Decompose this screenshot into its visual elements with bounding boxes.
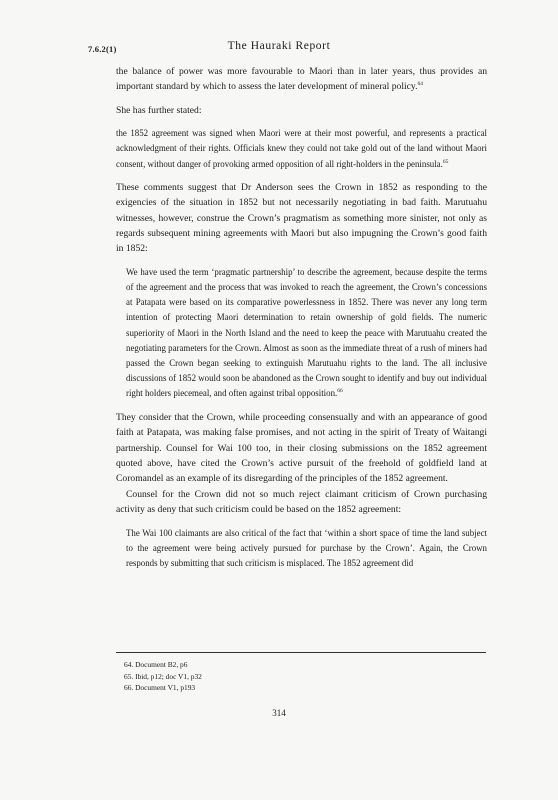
footnotes <box>124 659 484 694</box>
footnote: 66. Document V1, p193 <box>124 683 196 693</box>
quote-text <box>116 126 487 172</box>
quote-content: the 1852 agreement was signed when Maori were at their most powerful, and represents a practical acknowledgment of their rights. Officials knew they could not take gold out of the land without Maori consent, without danger of provoking armed opposition of all right-holders in the peninsula. <box>116 128 487 169</box>
footnote: 65. Ibid, p12; doc V1, p32 <box>124 671 202 681</box>
block-quote <box>116 265 487 402</box>
paragraph: She has further stated: <box>116 104 202 116</box>
block-quote <box>116 526 487 572</box>
paragraph: These comments suggest that Dr Anderson sees the Crown in 1852 as responding to the exigencies of the situation in 1852 but not necessarily negotiating in bad faith. Marutuahu witnesses, however, construe the Crown’s pragmatism as something more sinister, not only as regards subsequent mining agreements with Maori but also impugning the Crown’s good faith in 1852: <box>116 181 487 255</box>
quote-text <box>116 265 487 402</box>
footnote: 64. Document B2, p6 <box>124 660 188 669</box>
footnote-divider <box>116 652 486 653</box>
paragraph: Counsel for the Crown did not so much reject claimant criticism of Crown purchasing activity as deny that such criticism could be based on the 1852 agreement: <box>116 488 487 516</box>
quote-content: We have used the term ‘pragmatic partnership’ to describe the agreement, because despite the terms of the agreement and the process that was invoked to reach the agreement, the Crown’s concessions at Patapata were based on its comparative powerlessness in 1852. There was never any long term intention of protecting Maori determination to retain ownership of gold fields. The numeric superiority of Maori in the North Island and the need to keep the peace with Marutuahu created the negotiating parameters for the Crown. Almost as soon as the immediate threat of a rush of miners had passed the Crown began seeking to extinguish Marutuahu rights to the land. The all inclusive discussions of 1852 would soon be abandoned as the Crown sought to identify and buy out individual right holders piecemeal, and often against tribal opposition. <box>126 266 487 399</box>
section-reference: 7.6.2(1) <box>88 44 117 54</box>
paragraph-text: the balance of power was more favourable to Maori than in later years, thus provides an important standard by which to assess the later development of mineral policy. <box>116 66 487 93</box>
block-quote <box>116 126 487 172</box>
running-head: The Hauraki Report <box>227 40 331 52</box>
page-number: 314 <box>272 708 286 718</box>
footnote-mark: 64 <box>417 81 424 88</box>
footnote-mark: 66 <box>337 388 343 395</box>
body-text <box>116 64 487 571</box>
quote-text: The Wai 100 claimants are also critical of the fact that ‘within a short space of time the land subject to the agreement were being actively pursued for purchase by the Crown’. Again, the Crown responds by submitting that such criticism is misplaced. The 1852 agreement did <box>126 527 487 568</box>
paragraph <box>116 64 487 95</box>
footnote-mark: 65 <box>442 158 449 165</box>
paragraph: They consider that the Crown, while proceeding consensually and with an appearance of good faith at Patapata, was making false promises, and not acting in the spirit of Treaty of Waitangi partnership. Counsel for Wai 100 too, in their closing submissions on the 1852 agreement quoted above, have cited the Crown’s active pursuit of the freehold of goldfield land at Coromandel as an example of its disregarding of the principles of the 1852 agreement. <box>116 411 487 485</box>
